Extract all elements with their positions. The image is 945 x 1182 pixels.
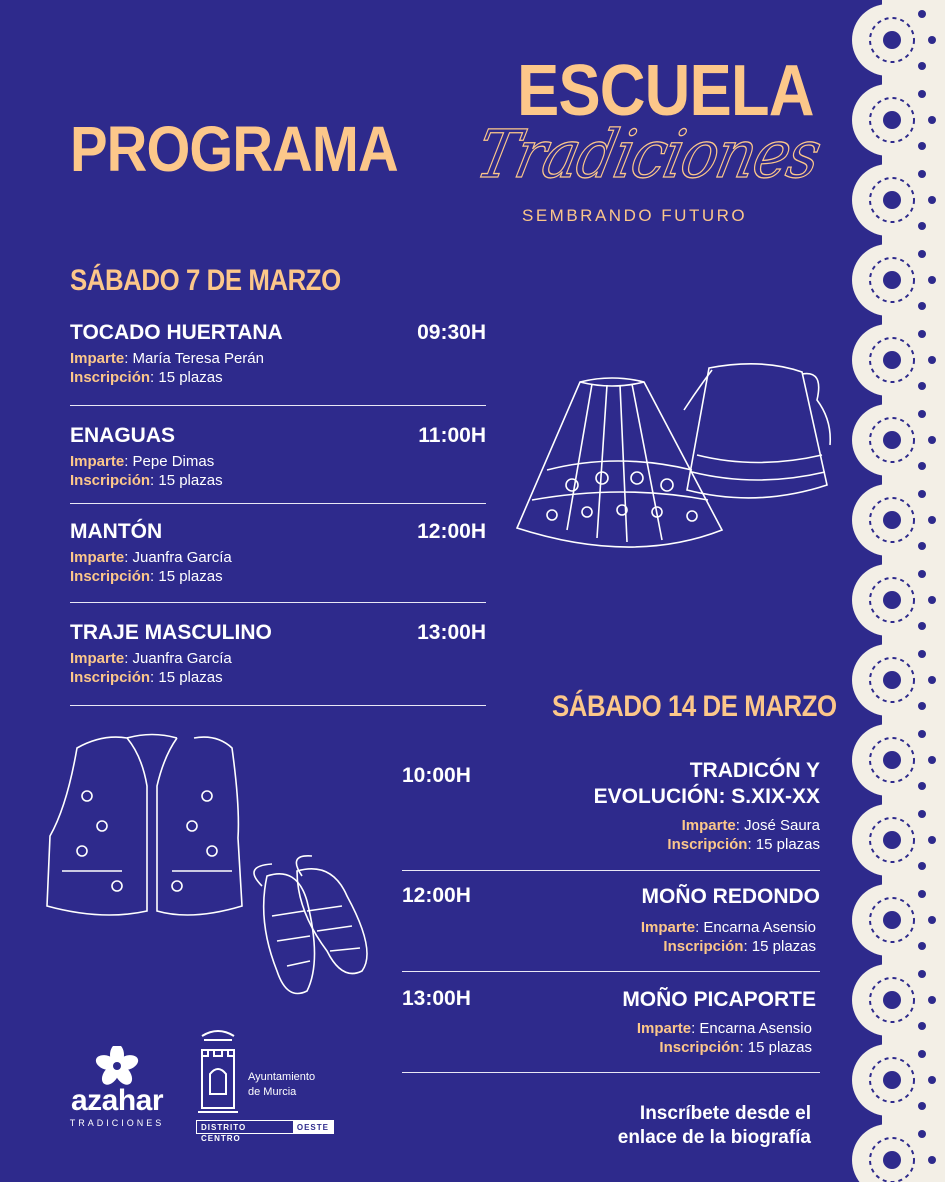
session-time: 13:00H — [402, 987, 471, 1010]
ayuntamiento-line2: de Murcia — [248, 1086, 297, 1098]
tagline: SEMBRANDO FUTURO — [522, 206, 748, 225]
imparte-label: Imparte — [70, 650, 125, 667]
imparte-label: Imparte — [70, 453, 125, 470]
divider — [70, 405, 486, 406]
imparte-value: : Pepe Dimas — [124, 453, 215, 470]
session-time: 10:00H — [402, 764, 471, 787]
signup-line2: enlace de la biografía — [617, 1127, 811, 1148]
distrito-oeste-label: OESTE — [293, 1121, 333, 1133]
flower-icon — [56, 1046, 178, 1088]
azahar-wordmark: azahar — [70, 1084, 164, 1117]
session-title: ENAGUAS — [70, 424, 176, 447]
signup-note — [618, 1102, 811, 1150]
divider — [70, 503, 486, 504]
imparte-value: : María Teresa Perán — [124, 350, 264, 367]
divider — [402, 971, 820, 972]
divider — [70, 602, 486, 603]
azahar-logo — [56, 1046, 178, 1131]
session-detail — [70, 452, 223, 490]
inscripcion-value: : 15 plazas — [150, 669, 223, 686]
session-detail — [641, 918, 816, 956]
day1-date: SÁBADO 7 DE MARZO — [70, 264, 341, 297]
session-mono-picaporte — [402, 987, 820, 1067]
session-title: MOÑO REDONDO — [641, 885, 820, 908]
divider — [402, 870, 820, 871]
session-time: 13:00H — [417, 621, 486, 644]
ayuntamiento-name — [248, 1070, 315, 1100]
session-time: 09:30H — [417, 321, 486, 344]
imparte-value: : Juanfra García — [124, 549, 232, 566]
page-title: PROGRAMA — [70, 113, 398, 185]
imparte-label: Imparte — [70, 549, 125, 566]
inscripcion-value: : 15 plazas — [743, 938, 816, 955]
tradiciones-script-title: Tradiciones — [469, 116, 827, 193]
imparte-value: : Encarna Asensio — [691, 1020, 812, 1037]
day2-date: SÁBADO 14 DE MARZO — [552, 690, 837, 723]
session-title-line1: TRADICÓN Y — [689, 759, 820, 782]
session-title: MOÑO PICAPORTE — [622, 988, 816, 1011]
imparte-value: : José Saura — [735, 817, 820, 834]
session-detail — [70, 649, 232, 687]
imparte-value: : Encarna Asensio — [695, 919, 816, 936]
inscripcion-value: : 15 plazas — [150, 568, 223, 585]
distrito-badge — [196, 1120, 334, 1143]
session-time: 12:00H — [402, 884, 471, 907]
session-detail — [667, 816, 820, 854]
session-time: 12:00H — [417, 520, 486, 543]
lace-border — [850, 0, 945, 1182]
imparte-label: Imparte — [640, 919, 696, 936]
ayuntamiento-logo — [194, 1028, 334, 1143]
session-detail — [637, 1019, 812, 1057]
ayuntamiento-line1: Ayuntamiento — [248, 1071, 316, 1083]
divider — [402, 1072, 820, 1073]
inscripcion-label: Inscripción — [70, 472, 151, 489]
escuela-title: ESCUELA — [517, 51, 814, 131]
skirt-apron-illustration — [512, 360, 842, 560]
signup-line1: Inscríbete desde el — [639, 1103, 811, 1124]
inscripcion-label: Inscripción — [659, 1039, 740, 1056]
inscripcion-label: Inscripción — [70, 369, 151, 386]
castle-crest-icon — [194, 1028, 242, 1118]
session-title: TOCADO HUERTANA — [70, 321, 283, 344]
inscripcion-label: Inscripción — [663, 938, 744, 955]
session-title: MANTÓN — [70, 520, 163, 543]
inscripcion-label: Inscripción — [70, 568, 151, 585]
imparte-label: Imparte — [681, 817, 736, 834]
imparte-value: : Juanfra García — [124, 650, 232, 667]
azahar-subtitle: TRADICIONES — [69, 1118, 165, 1128]
inscripcion-label: Inscripción — [70, 669, 151, 686]
imparte-label: Imparte — [70, 350, 125, 367]
session-title: TRAJE MASCULINO — [70, 621, 272, 644]
session-title — [594, 758, 820, 810]
divider — [70, 705, 486, 706]
vest-sandals-illustration — [42, 726, 382, 1001]
inscripcion-value: : 15 plazas — [739, 1039, 812, 1056]
inscripcion-value: : 15 plazas — [150, 369, 223, 386]
inscripcion-value: : 15 plazas — [747, 836, 820, 853]
session-mono-redondo — [402, 884, 820, 964]
inscripcion-label: Inscripción — [667, 836, 748, 853]
session-time: 11:00H — [418, 424, 486, 447]
inscripcion-value: : 15 plazas — [150, 472, 223, 489]
session-tradicion-evolucion — [402, 758, 820, 858]
session-detail — [70, 349, 264, 387]
session-detail — [70, 548, 232, 586]
distrito-label: DISTRITO CENTRO — [201, 1123, 247, 1143]
imparte-label: Imparte — [636, 1020, 692, 1037]
session-title-line2: EVOLUCIÓN: S.XIX-XX — [593, 785, 820, 808]
